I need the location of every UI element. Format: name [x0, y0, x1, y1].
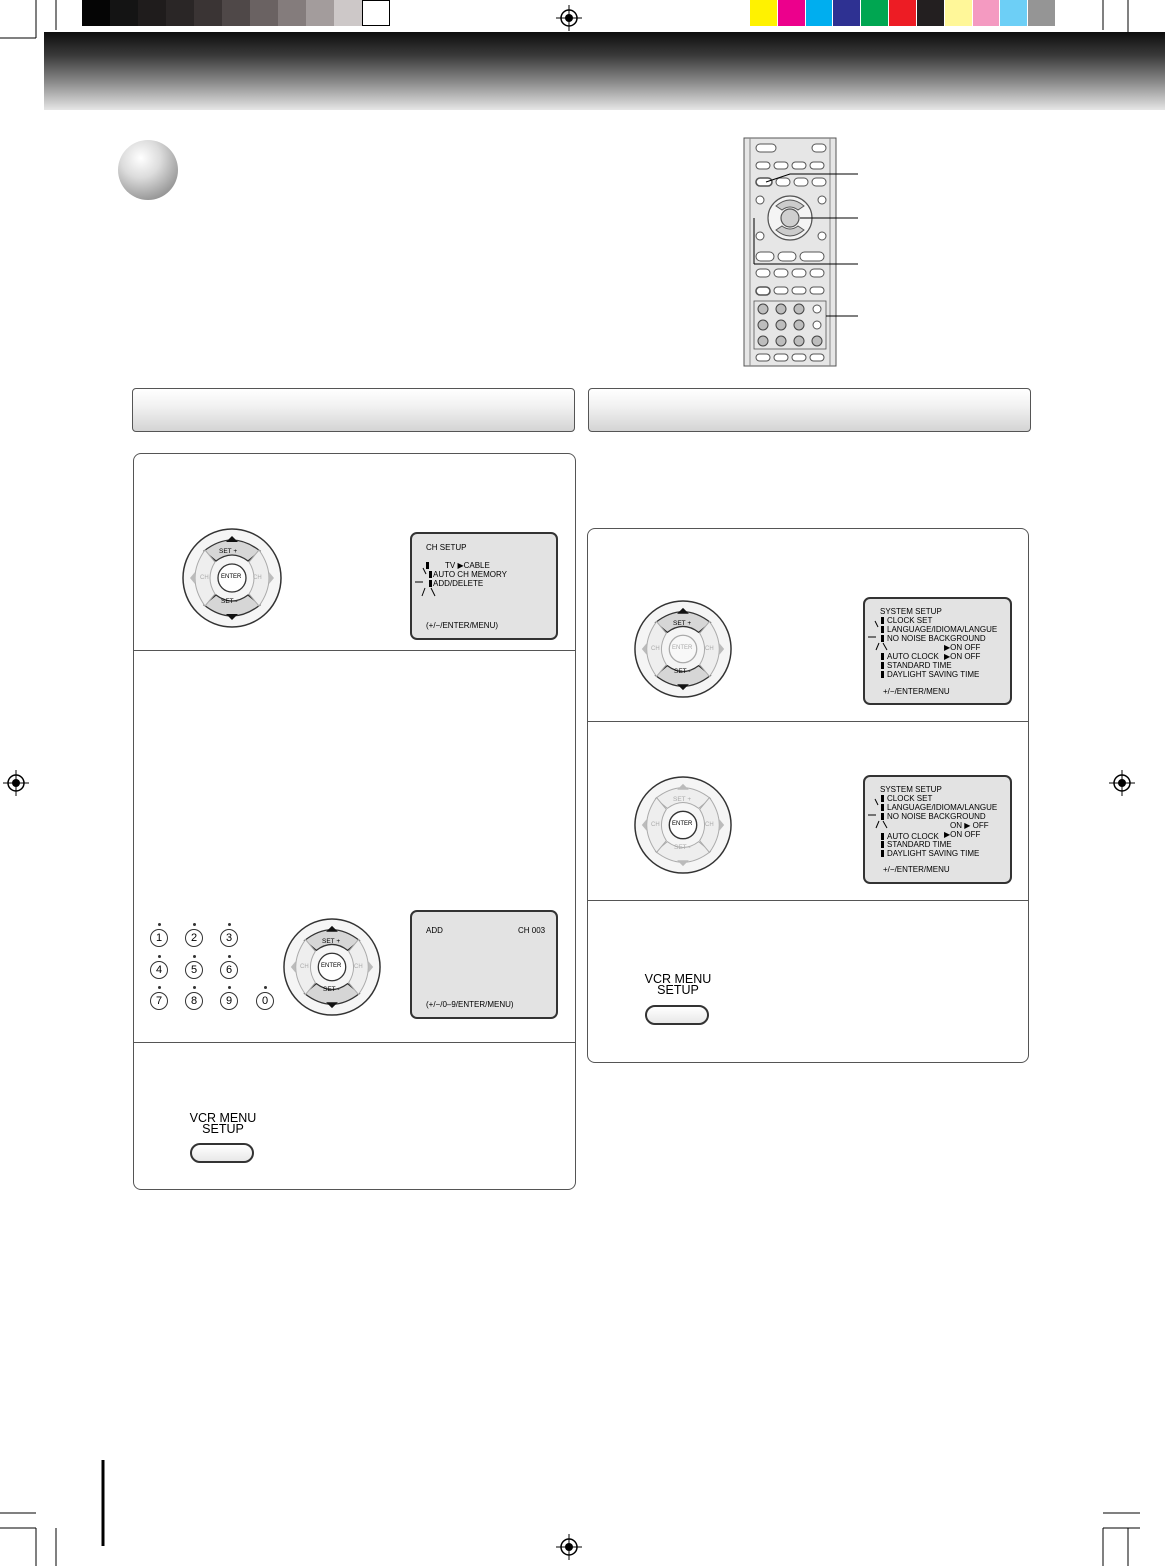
osd-marker	[881, 850, 884, 857]
ch-right-label: CH	[354, 964, 363, 970]
osd-line-daylight: DAYLIGHT SAVING TIME	[887, 849, 980, 858]
registration-mark-bottom	[556, 1534, 582, 1560]
osd-marker	[881, 833, 884, 840]
vcr-menu-setup-button[interactable]	[645, 1005, 709, 1025]
section-bullet-icon	[118, 140, 178, 200]
registration-mark-right	[1109, 770, 1135, 796]
ch-left-label: CH	[200, 575, 209, 581]
osd-line-clock-set: CLOCK SET	[887, 794, 933, 803]
osd-footer: +/−/ENTER/MENU	[883, 687, 950, 696]
left-dpad-step2	[282, 917, 382, 1017]
osd-marker	[881, 671, 884, 678]
osd-line-language: LANGUAGE/IDIOMA/LANGUE	[887, 803, 998, 812]
left-dpad-step1	[181, 527, 283, 629]
osd-line-auto-clock-value: ▶ON OFF	[944, 652, 981, 661]
number-key-7[interactable]: 7	[150, 992, 168, 1010]
osd-marker	[881, 662, 884, 669]
number-key-3[interactable]: 3	[220, 929, 238, 947]
osd-footer: +/−/ENTER/MENU	[883, 865, 950, 874]
enter-button[interactable]: ENTER	[672, 821, 693, 827]
osd-line-tv-cable: TV ▶CABLE	[445, 561, 490, 570]
osd-title: SYSTEM SETUP	[880, 607, 942, 616]
osd-line-standard-time: STANDARD TIME	[887, 661, 952, 670]
set-minus-label: SET -	[674, 668, 691, 675]
ch-left-label: CH	[651, 646, 660, 652]
number-key-1[interactable]: 1	[150, 929, 168, 947]
number-key-4[interactable]: 4	[150, 961, 168, 979]
ch-left-label: CH	[300, 964, 309, 970]
number-key-6[interactable]: 6	[220, 961, 238, 979]
system-setup-osd-1	[863, 597, 1012, 705]
right-step-divider-2	[587, 900, 1029, 901]
osd-line-add-delete: ADD/DELETE	[433, 579, 484, 588]
number-key-5[interactable]: 5	[185, 961, 203, 979]
cursor-blink-icon	[868, 619, 888, 651]
ch-setup-osd	[410, 532, 558, 640]
set-minus-label: SET -	[674, 844, 691, 851]
osd-footer: (+/−/0–9/ENTER/MENU)	[426, 1000, 514, 1009]
right-section-header-bar	[588, 388, 1031, 432]
osd-title: SYSTEM SETUP	[880, 785, 942, 794]
number-key-9[interactable]: 9	[220, 992, 238, 1010]
set-plus-label: SET +	[219, 548, 238, 555]
registration-mark-top	[556, 5, 582, 31]
osd-line-no-noise-value: ▶ON OFF	[944, 643, 981, 652]
osd-marker	[881, 653, 884, 660]
vcr-menu-setup-label: VCR MENU SETUP	[644, 972, 712, 997]
osd-line-language: LANGUAGE/IDIOMA/LANGUE	[887, 625, 998, 634]
number-key-0[interactable]: 0	[256, 992, 274, 1010]
number-keypad	[146, 920, 286, 1020]
registration-mark-left	[3, 770, 29, 796]
osd-line-no-noise-value: ON ▶ OFF	[950, 821, 989, 830]
cursor-blink-icon	[415, 564, 439, 598]
left-step-divider-2	[133, 1042, 576, 1043]
osd-line-daylight: DAYLIGHT SAVING TIME	[887, 670, 980, 679]
ch-right-label: CH	[705, 822, 714, 828]
osd-line-clock-set: CLOCK SET	[887, 616, 933, 625]
osd-footer: (+/−/ENTER/MENU)	[426, 621, 499, 630]
set-plus-label: SET +	[673, 620, 692, 627]
set-plus-label: SET +	[673, 796, 692, 803]
number-key-8[interactable]: 8	[185, 992, 203, 1010]
cursor-blink-icon	[868, 797, 888, 829]
vcr-menu-setup-button[interactable]	[190, 1143, 254, 1163]
vcr-menu-setup-label: VCR MENU SETUP	[189, 1111, 257, 1136]
osd-channel: CH 003	[518, 926, 546, 935]
add-channel-osd	[410, 910, 558, 1019]
ch-right-label: CH	[253, 575, 262, 581]
set-minus-label: SET -	[221, 598, 238, 605]
enter-button[interactable]: ENTER	[221, 574, 242, 580]
osd-line-no-noise: NO NOISE BACKGROUND	[887, 812, 986, 821]
number-key-2[interactable]: 2	[185, 929, 203, 947]
left-section-header-bar	[132, 388, 575, 432]
header-band	[44, 32, 1165, 110]
osd-line-no-noise: NO NOISE BACKGROUND	[887, 634, 986, 643]
set-plus-label: SET +	[322, 938, 341, 945]
remote-control-illustration	[740, 136, 865, 368]
system-setup-osd-2	[863, 775, 1012, 884]
osd-mode: ADD	[426, 926, 443, 935]
right-dpad-step1	[633, 599, 733, 699]
set-minus-label: SET -	[323, 986, 340, 993]
osd-marker	[881, 841, 884, 848]
osd-line-auto-ch-memory: AUTO CH MEMORY	[433, 570, 507, 579]
enter-button[interactable]: ENTER	[321, 963, 342, 969]
enter-button[interactable]: ENTER	[672, 645, 693, 651]
osd-title: CH SETUP	[426, 543, 467, 552]
ch-left-label: CH	[651, 822, 660, 828]
osd-line-auto-clock-value: ▶ON OFF	[944, 830, 981, 839]
ch-right-label: CH	[705, 646, 714, 652]
osd-line-auto-clock: AUTO CLOCK	[887, 652, 939, 661]
osd-line-auto-clock: AUTO CLOCK	[887, 832, 939, 841]
right-dpad-step2	[633, 775, 733, 875]
right-step-divider-1	[587, 721, 1029, 722]
left-step-divider-1	[133, 650, 576, 651]
osd-line-standard-time: STANDARD TIME	[887, 840, 952, 849]
